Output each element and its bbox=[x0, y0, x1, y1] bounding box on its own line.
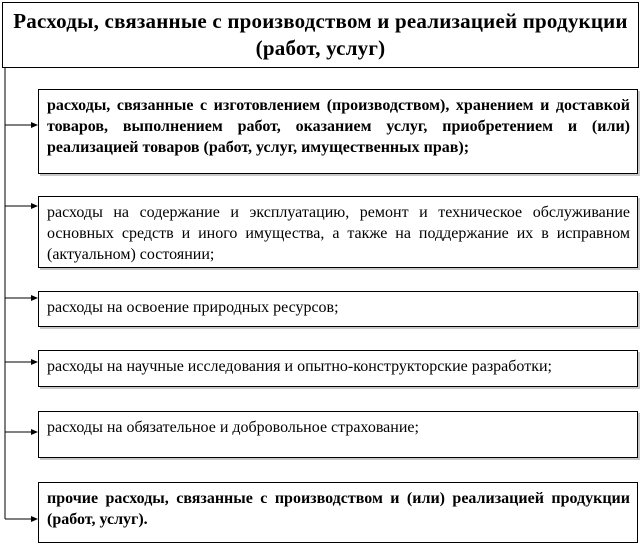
arrow-1 bbox=[5, 122, 38, 128]
item-text-other-costs: прочие расходы, связанные с производством и (или) реализацией продукции (работ, услуг). bbox=[47, 490, 630, 528]
item-box-research-development bbox=[38, 350, 638, 387]
item-text-insurance: расходы на обязательное и добровольное страхование; bbox=[47, 419, 419, 436]
arrow-3 bbox=[5, 295, 38, 301]
diagram-title-box bbox=[2, 2, 639, 68]
item-text-production-costs: расходы, связанные с изготовлением (производством), хранением и доставкой товаров, выполнением работ, оказанием услуг, приобретением и (или) реализацией товаров (работ, услуг, имущественных прав); bbox=[47, 97, 630, 156]
diagram-title: Расходы, связанные с производством и реализацией продукции (работ, услуг) bbox=[13, 9, 628, 60]
item-box-maintenance-costs bbox=[38, 196, 638, 268]
item-box-insurance bbox=[38, 411, 638, 458]
arrow-4 bbox=[5, 359, 38, 365]
item-box-natural-resources bbox=[38, 291, 638, 327]
item-text-natural-resources: расходы на освоение природных ресурсов; bbox=[47, 299, 339, 316]
item-box-production-costs bbox=[38, 89, 638, 174]
arrow-5 bbox=[5, 429, 38, 435]
item-text-research-development: расходы на научные исследования и опытно-конструкторские разработки; bbox=[47, 358, 552, 375]
arrow-6 bbox=[5, 516, 38, 522]
item-text-maintenance-costs: расходы на содержание и эксплуатацию, ремонт и техническое обслуживание основных средств и иного имущества, а также на поддержание их в исправном (актуальном) состоянии; bbox=[47, 204, 630, 263]
item-box-other-costs bbox=[38, 482, 638, 543]
arrow-2 bbox=[5, 203, 38, 209]
